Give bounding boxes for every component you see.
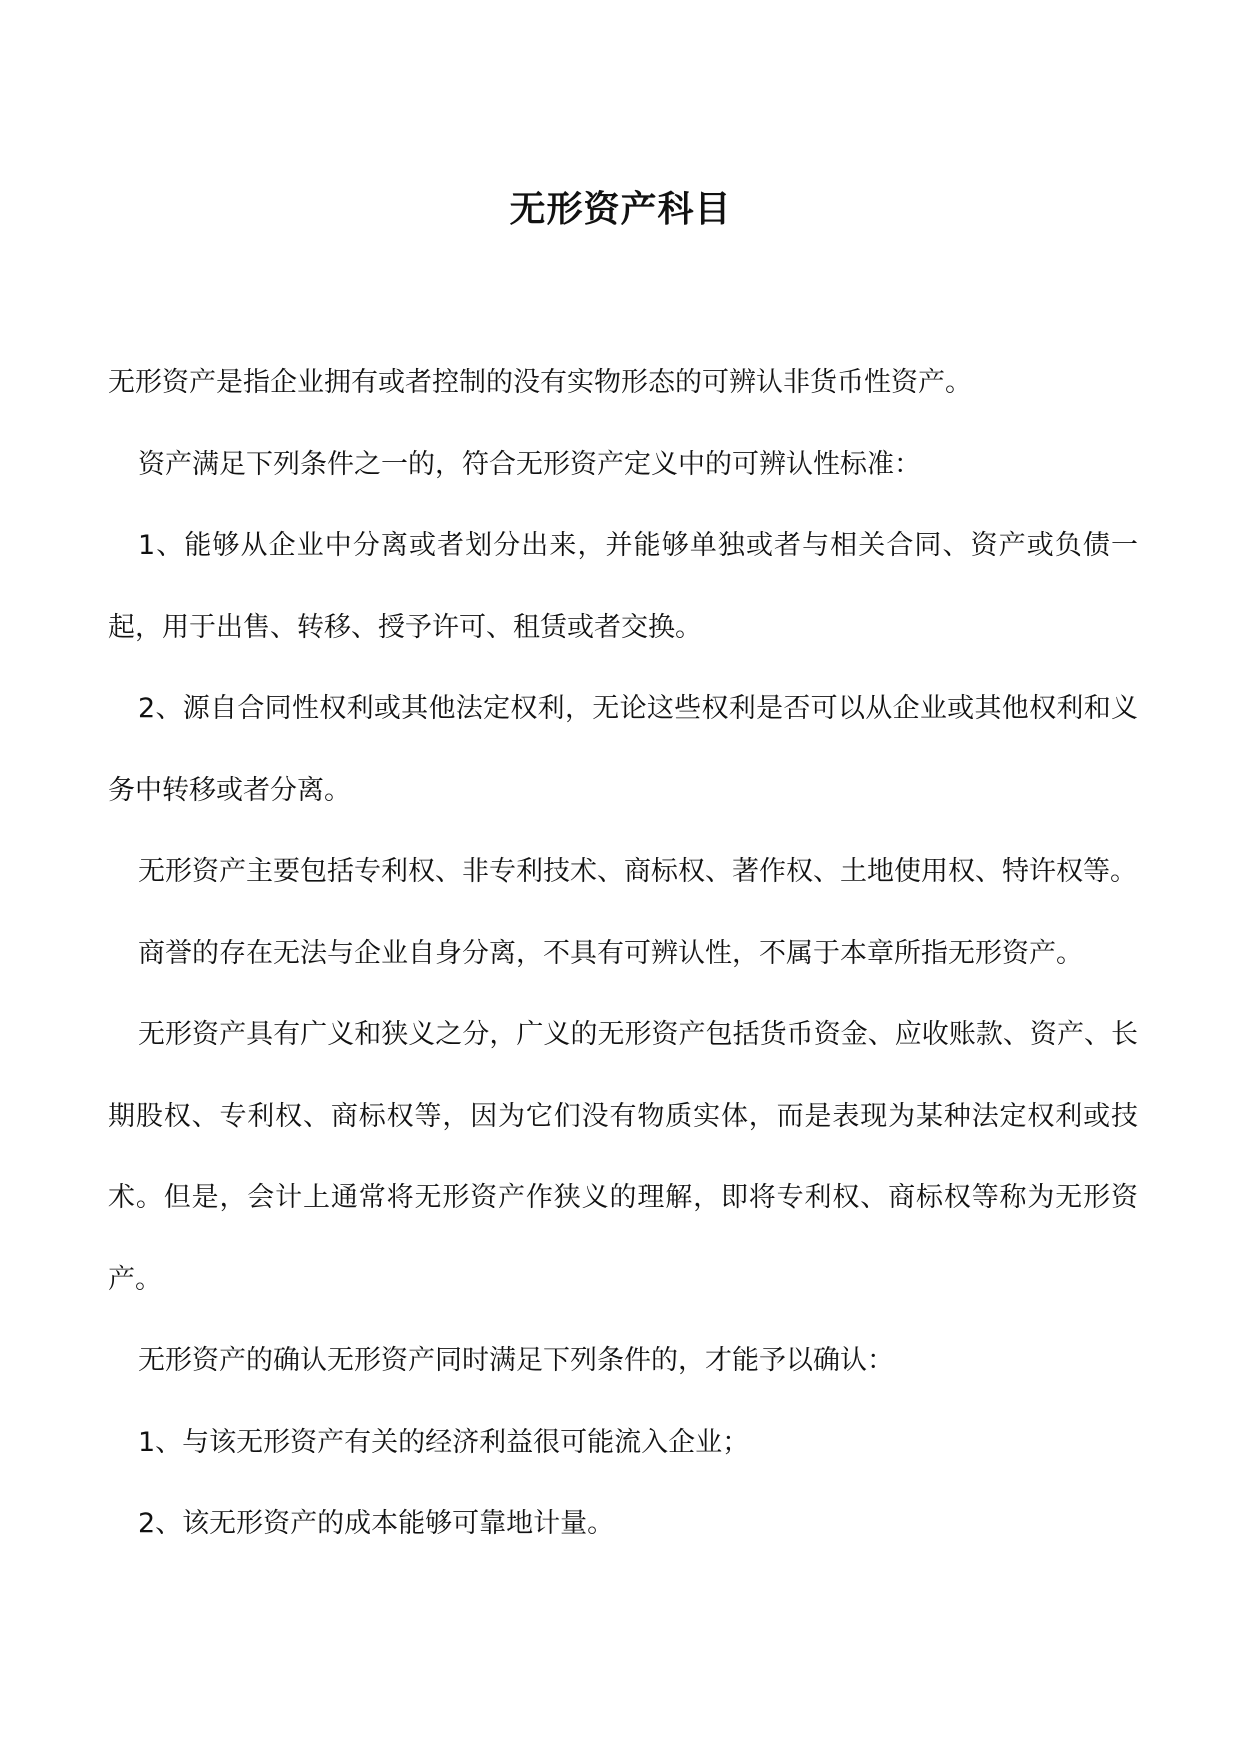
paragraph: 2、该无形资产的成本能够可靠地计量。 bbox=[138, 1508, 615, 1539]
paragraph: 商誉的存在无法与企业自身分离，不具有可辨认性，不属于本章所指无形资产。 bbox=[138, 937, 1083, 969]
paragraph: 无形资产的确认无形资产同时满足下列条件的，才能予以确认： bbox=[138, 1345, 894, 1376]
paragraph: 无形资产具有广义和狭义之分，广义的无形资产包括货币资金、应收账款、资产、长期股权、专利权、商标权等，因为它们没有物质实体，而是表现为某种法定权利或技术。但是，会计上通常将无形资产作狭义的理解，即将专利权、商标权等称为无形资产。 bbox=[108, 1019, 1138, 1295]
paragraph: 2、源自合同性权利或其他法定权利，无论这些权利是否可以从企业或其他权利和义务中转移或者分离。 bbox=[108, 693, 1138, 806]
paragraph: 无形资产主要包括专利权、非专利技术、商标权、著作权、土地使用权、特许权等。 bbox=[138, 856, 1137, 887]
paragraph: 无形资产是指企业拥有或者控制的没有实物形态的可辨认非货币性资产。 bbox=[108, 367, 972, 398]
paragraph: 资产满足下列条件之一的，符合无形资产定义中的可辨认性标准： bbox=[138, 448, 921, 480]
document-title: 无形资产科目 bbox=[509, 188, 732, 231]
paragraph: 1、与该无形资产有关的经济利益很可能流入企业； bbox=[138, 1426, 750, 1458]
paragraph: 1、能够从企业中分离或者划分出来，并能够单独或者与相关合同、资产或负债一起，用于出售、转移、授予许可、租赁或者交换。 bbox=[108, 530, 1138, 643]
document-body bbox=[108, 342, 1138, 1565]
